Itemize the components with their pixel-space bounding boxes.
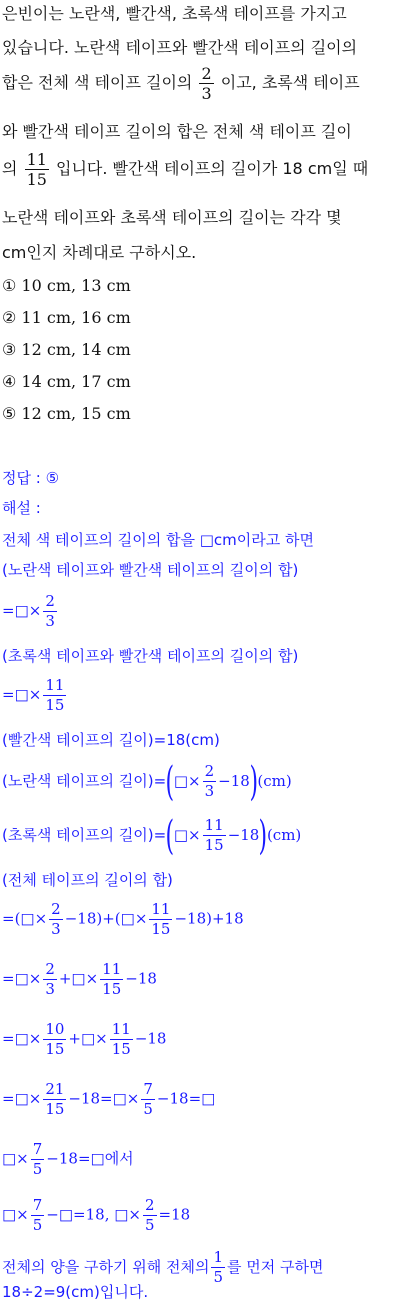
problem-line-1: 은빈이는 노란색, 빨간색, 초록색 테이프를 가지고 bbox=[2, 4, 347, 23]
answer-line: 정답 : ⑤ bbox=[2, 469, 60, 487]
solution-line-8: (초록색 테이프의 길이)=(□× $\frac{11}{15}$ −18)(cm) bbox=[2, 812, 302, 859]
problem-line-7: cm인지 차례대로 구하시오. bbox=[2, 243, 197, 262]
solution-line-6: (빨간색 테이프의 길이)=18(cm) bbox=[2, 731, 220, 749]
solution-line-15: □× $\frac{7}{5}$ −□=18, □× $\frac{2}{5}$ =18 bbox=[2, 1196, 191, 1234]
explain-label: 해설 : bbox=[2, 499, 41, 517]
choice-1: ① 10 cm, 13 cm bbox=[2, 276, 131, 295]
problem-line-6: 노란색 테이프와 초록색 테이프의 길이는 각각 몇 bbox=[2, 208, 342, 227]
solution-line-12: =□× $\frac{10}{15}$ +□× $\frac{11}{15}$ −18 bbox=[2, 1020, 167, 1058]
solution-line-1: 전체 색 테이프의 길이의 합을 □cm이라고 하면 bbox=[2, 531, 314, 549]
choice-4: ④ 14 cm, 17 cm bbox=[2, 372, 131, 391]
solution-line-16: 전체의 양을 구하기 위해 전체의 $\frac{1}{5}$ 를 먼저 구하면 bbox=[2, 1248, 324, 1286]
problem-line-4: 와 빨간색 테이프 길이의 합은 전체 색 테이프 길이 bbox=[2, 122, 352, 141]
solution-line-7: (노란색 테이프의 길이)=(□× $\frac{2}{3}$ −18)(cm) bbox=[2, 758, 292, 805]
solution-line-17: 18÷2=9(cm)입니다. bbox=[2, 1283, 149, 1301]
choice-3: ③ 12 cm, 14 cm bbox=[2, 340, 131, 359]
fraction-11-15: $\frac{11}{15}$ bbox=[26, 150, 47, 189]
fraction-2-3: $\frac{2}{3}$ bbox=[201, 64, 212, 103]
choice-2: ② 11 cm, 16 cm bbox=[2, 308, 131, 327]
solution-line-11: =□× $\frac{2}{3}$ +□× $\frac{11}{15}$ −18 bbox=[2, 960, 157, 998]
solution-line-4: (초록색 테이프와 빨간색 테이프의 길이의 합) bbox=[2, 647, 299, 665]
solution-line-5: =□× $\frac{11}{15}$ bbox=[2, 676, 65, 714]
solution-line-9: (전체 테이프의 길이의 합) bbox=[2, 871, 173, 889]
solution-line-3: =□× $\frac{2}{3}$ bbox=[2, 592, 55, 630]
solution-line-2: (노란색 테이프와 빨간색 테이프의 길이의 합) bbox=[2, 561, 299, 579]
problem-line-5: 의 $\frac{11}{15}$ 입니다. 빨간색 테이프의 길이가 18 cm일 때 bbox=[2, 150, 369, 189]
solution-line-14: □× $\frac{7}{5}$ −18=□에서 bbox=[2, 1140, 134, 1178]
problem-line-2: 있습니다. 노란색 테이프와 빨간색 테이프의 길이의 bbox=[2, 38, 358, 57]
solution-line-13: =□× $\frac{21}{15}$ −18=□× $\frac{7}{5}$ −18=□ bbox=[2, 1080, 216, 1118]
solution-line-10: =(□× $\frac{2}{3}$ −18)+(□× $\frac{11}{15}$ −18)+18 bbox=[2, 900, 244, 938]
choice-5: ⑤ 12 cm, 15 cm bbox=[2, 404, 131, 423]
problem-line-3: 합은 전체 색 테이프 길이의 $\frac{2}{3}$ 이고, 초록색 테이프 bbox=[2, 64, 360, 103]
